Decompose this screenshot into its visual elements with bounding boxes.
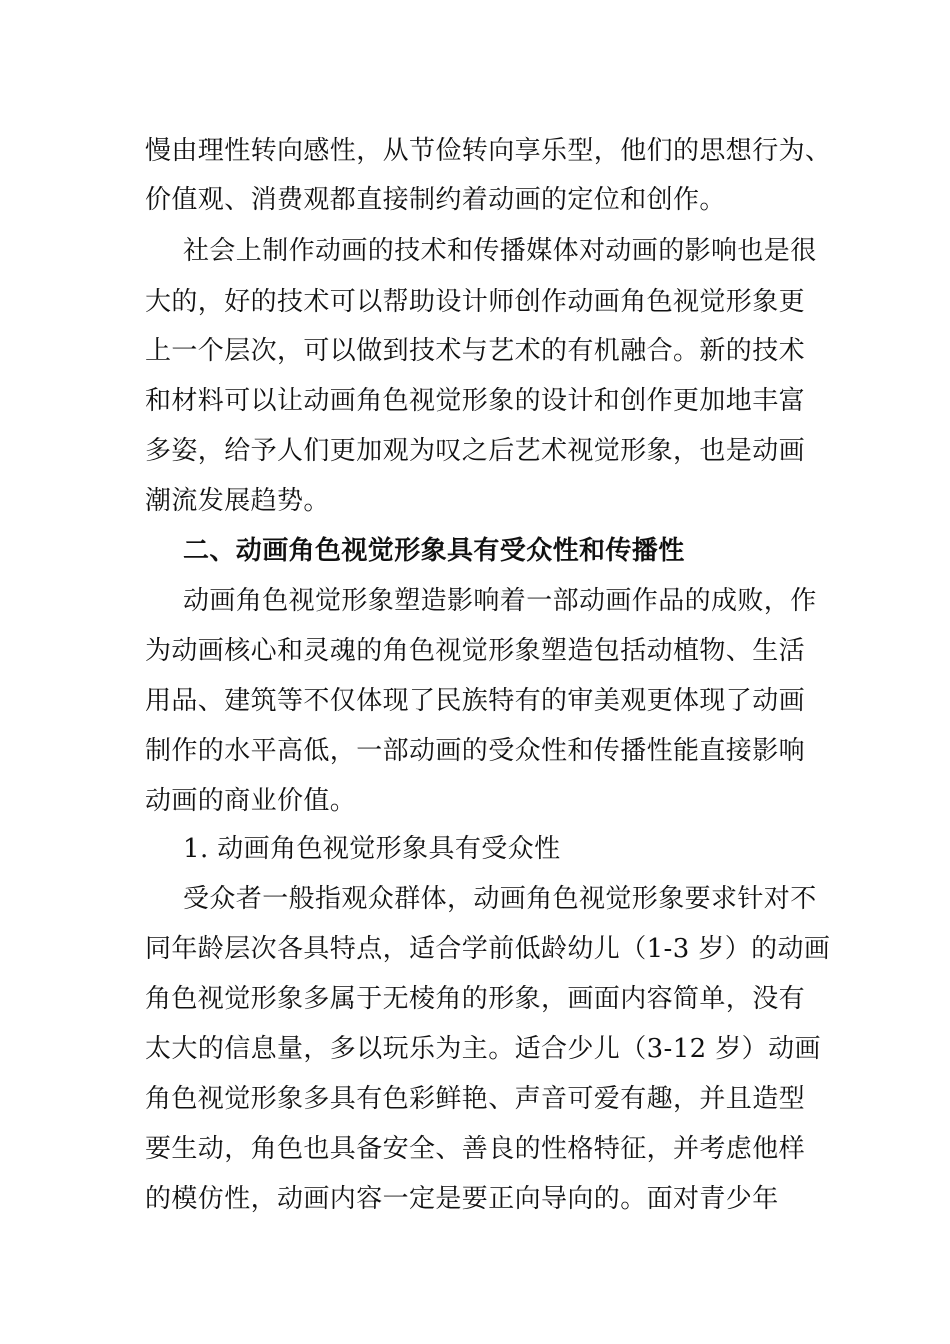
section-heading: 二、动画角色视觉形象具有受众性和传播性 <box>183 536 685 566</box>
body-text-line: 制作的水平高低，一部动画的受众性和传播性能直接影响 <box>145 736 806 766</box>
subsection-heading: 1. 动画角色视觉形象具有受众性 <box>183 834 561 864</box>
body-text-line: 动画的商业价值。 <box>145 786 357 816</box>
body-text-line: 多姿，给予人们更加观为叹之后艺术视觉形象，也是动画 <box>145 436 806 466</box>
body-text-line: 慢由理性转向感性，从节俭转向享乐型，他们的思想行为、 <box>145 136 832 166</box>
body-text-line: 为动画核心和灵魂的角色视觉形象塑造包括动植物、生活 <box>145 636 806 666</box>
body-text-line: 角色视觉形象多属于无棱角的形象，画面内容简单，没有 <box>145 984 806 1014</box>
body-text-line: 角色视觉形象多具有色彩鲜艳、声音可爱有趣，并且造型 <box>145 1084 806 1114</box>
body-text-line: 用品、建筑等不仅体现了民族特有的审美观更体现了动画 <box>145 686 806 716</box>
body-text-line: 价值观、消费观都直接制约着动画的定位和创作。 <box>145 185 726 215</box>
body-text-line: 和材料可以让动画角色视觉形象的设计和创作更加地丰富 <box>145 386 806 416</box>
body-text-line: 大的，好的技术可以帮助设计师创作动画角色视觉形象更 <box>145 287 806 317</box>
paragraph-first-line: 受众者一般指观众群体，动画角色视觉形象要求针对不 <box>183 884 817 914</box>
body-text-line: 潮流发展趋势。 <box>145 486 330 516</box>
body-text-line: 上一个层次，可以做到技术与艺术的有机融合。新的技术 <box>145 336 806 366</box>
paragraph-first-line: 动画角色视觉形象塑造影响着一部动画作品的成败，作 <box>183 586 817 616</box>
body-text-line: 太大的信息量，多以玩乐为主。适合少儿（3-12 岁）动画 <box>145 1034 821 1064</box>
body-text-line: 要生动，角色也具备安全、善良的性格特征，并考虑他样 <box>145 1134 806 1164</box>
body-text-line: 同年龄层次各具特点，适合学前低龄幼儿（1-3 岁）的动画 <box>145 934 831 964</box>
paragraph-first-line: 社会上制作动画的技术和传播媒体对动画的影响也是很 <box>183 236 817 266</box>
body-text-line: 的模仿性，动画内容一定是要正向导向的。面对青少年 <box>145 1184 779 1214</box>
